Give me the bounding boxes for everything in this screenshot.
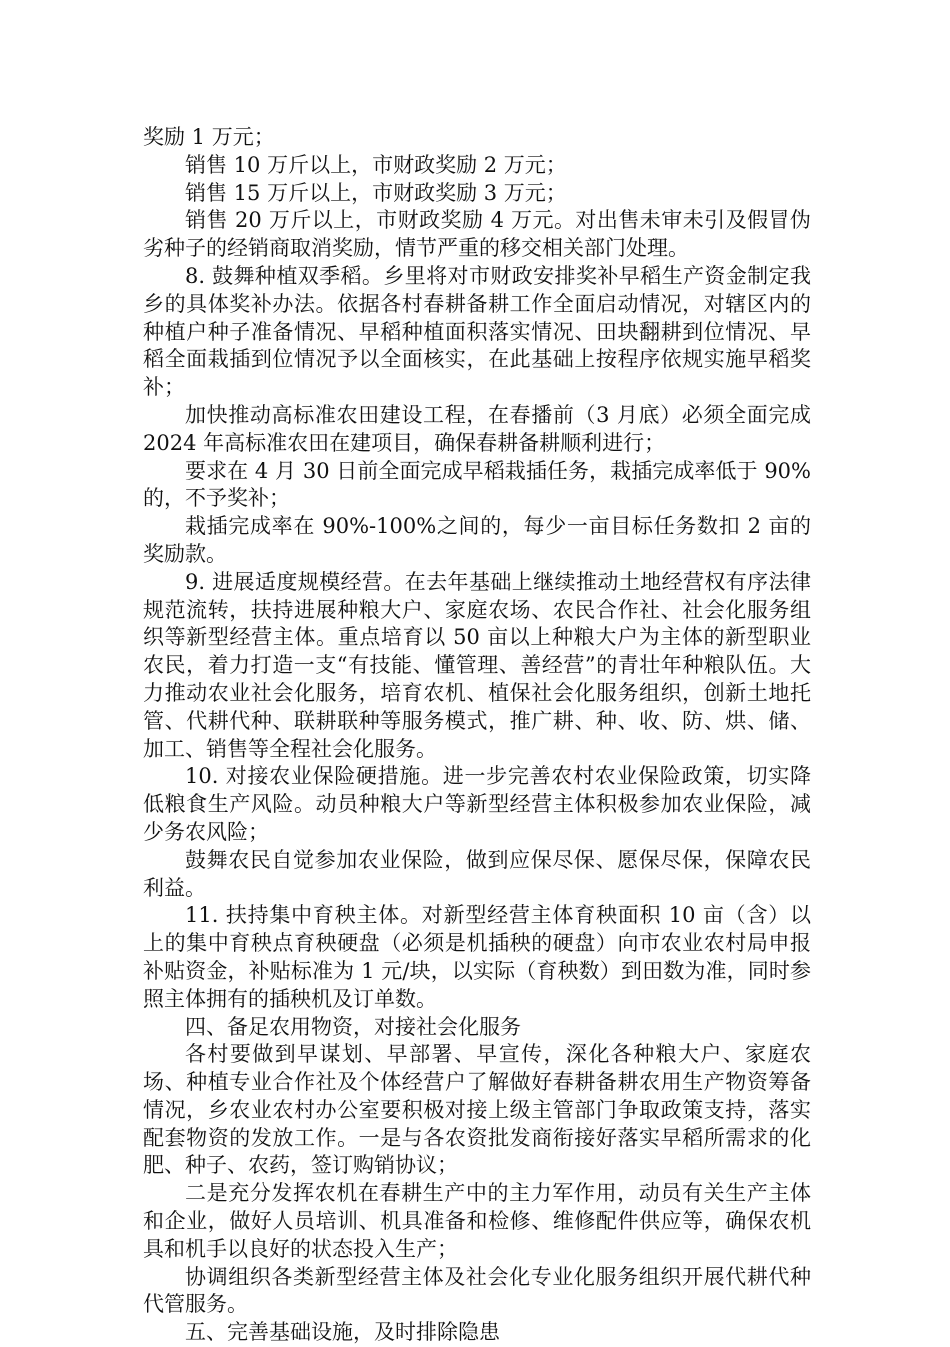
paragraph: 10. 对接农业保险硬措施。进一步完善农村农业保险政策，切实降低粮食生产风险。动员种粮大户等新型经营主体积极参加农业保险，减少务农风险；: [143, 764, 811, 844]
paragraph: 加快推动高标准农田建设工程，在春播前（3 月底）必须全面完成 2024 年高标准农田在建项目，确保春耕备耕顺利进行；: [143, 402, 811, 455]
paragraph: 8. 鼓舞种植双季稻。乡里将对市财政安排奖补早稻生产资金制定我乡的具体奖补办法。依据各村春耕备耕工作全面启动情况，对辖区内的种植户种子准备情况、早稻种植面积落实情况、田块翻耕到位情况、早稻全面栽插到位情况予以全面核实，在此基础上按程序依规实施早稻奖补；: [143, 263, 811, 400]
paragraph: 销售 10 万斤以上，市财政奖励 2 万元；: [185, 152, 567, 177]
section-heading: 五、完善基础设施，及时排除隐患: [185, 1320, 500, 1345]
paragraph: 二是充分发挥农机在春耕生产中的主力军作用，动员有关生产主体和企业，做好人员培训、机具准备和检修、维修配件供应等，确保农机具和机手以良好的状态投入生产；: [143, 1181, 811, 1261]
paragraph: 奖励 1 万元；: [143, 125, 275, 149]
document-body: [143, 124, 811, 1347]
paragraph: 各村要做到早谋划、早部署、早宣传，深化各种粮大户、家庭农场、种植专业合作社及个体经营户了解做好春耕备耕农用生产物资筹备情况，乡农业农村办公室要积极对接上级主管部门争取政策支持，落实配套物资的发放工作。一是与各农资批发商衔接好落实早稻所需求的化肥、种子、农药，签订购销协议；: [143, 1042, 811, 1178]
paragraph: 要求在 4 月 30 日前全面完成早稻栽插任务，栽插完成率低于 90%的，不予奖补；: [143, 458, 811, 511]
paragraph: 栽插完成率在 90%-100%之间的，每少一亩目标任务数扣 2 亩的奖励款。: [143, 514, 811, 566]
paragraph: 协调组织各类新型经营主体及社会化专业化服务组织开展代耕代种代管服务。: [143, 1264, 811, 1317]
paragraph: 销售 20 万斤以上，市财政奖励 4 万元。对出售未审未引及假冒伪劣种子的经销商取消奖励，情节严重的移交相关部门处理。: [143, 208, 811, 261]
section-heading: 四、备足农用物资，对接社会化服务: [185, 1014, 521, 1039]
paragraph: 11. 扶持集中育秧主体。对新型经营主体育秧面积 10 亩（含）以上的集中育秧点育秧硬盘（必须是机插秧的硬盘）向市农业农村局申报补贴资金，补贴标准为 1 元/块，以实际（育秧数）到田数为准，同时参照主体拥有的插秧机及订单数。: [143, 903, 811, 1011]
paragraph: 销售 15 万斤以上，市财政奖励 3 万元；: [185, 180, 567, 205]
paragraph: 鼓舞农民自觉参加农业保险，做到应保尽保、愿保尽保，保障农民利益。: [143, 847, 811, 900]
paragraph: 9. 进展适度规模经营。在去年基础上继续推动土地经营权有序法律规范流转，扶持进展种粮大户、家庭农场、农民合作社、社会化服务组织等新型经营主体。重点培育以 50 亩以上种粮大户为主体的新型职业农民，着力打造一支“有技能、懂管理、善经营”的青壮年种粮队伍。大力推动农业社会化服务，培育农机、植保社会化服务组织，创新土地托管、代耕代种、联耕联种等服务模式，推广耕、种、收、防、烘、储、加工、销售等全程社会化服务。: [143, 569, 811, 761]
